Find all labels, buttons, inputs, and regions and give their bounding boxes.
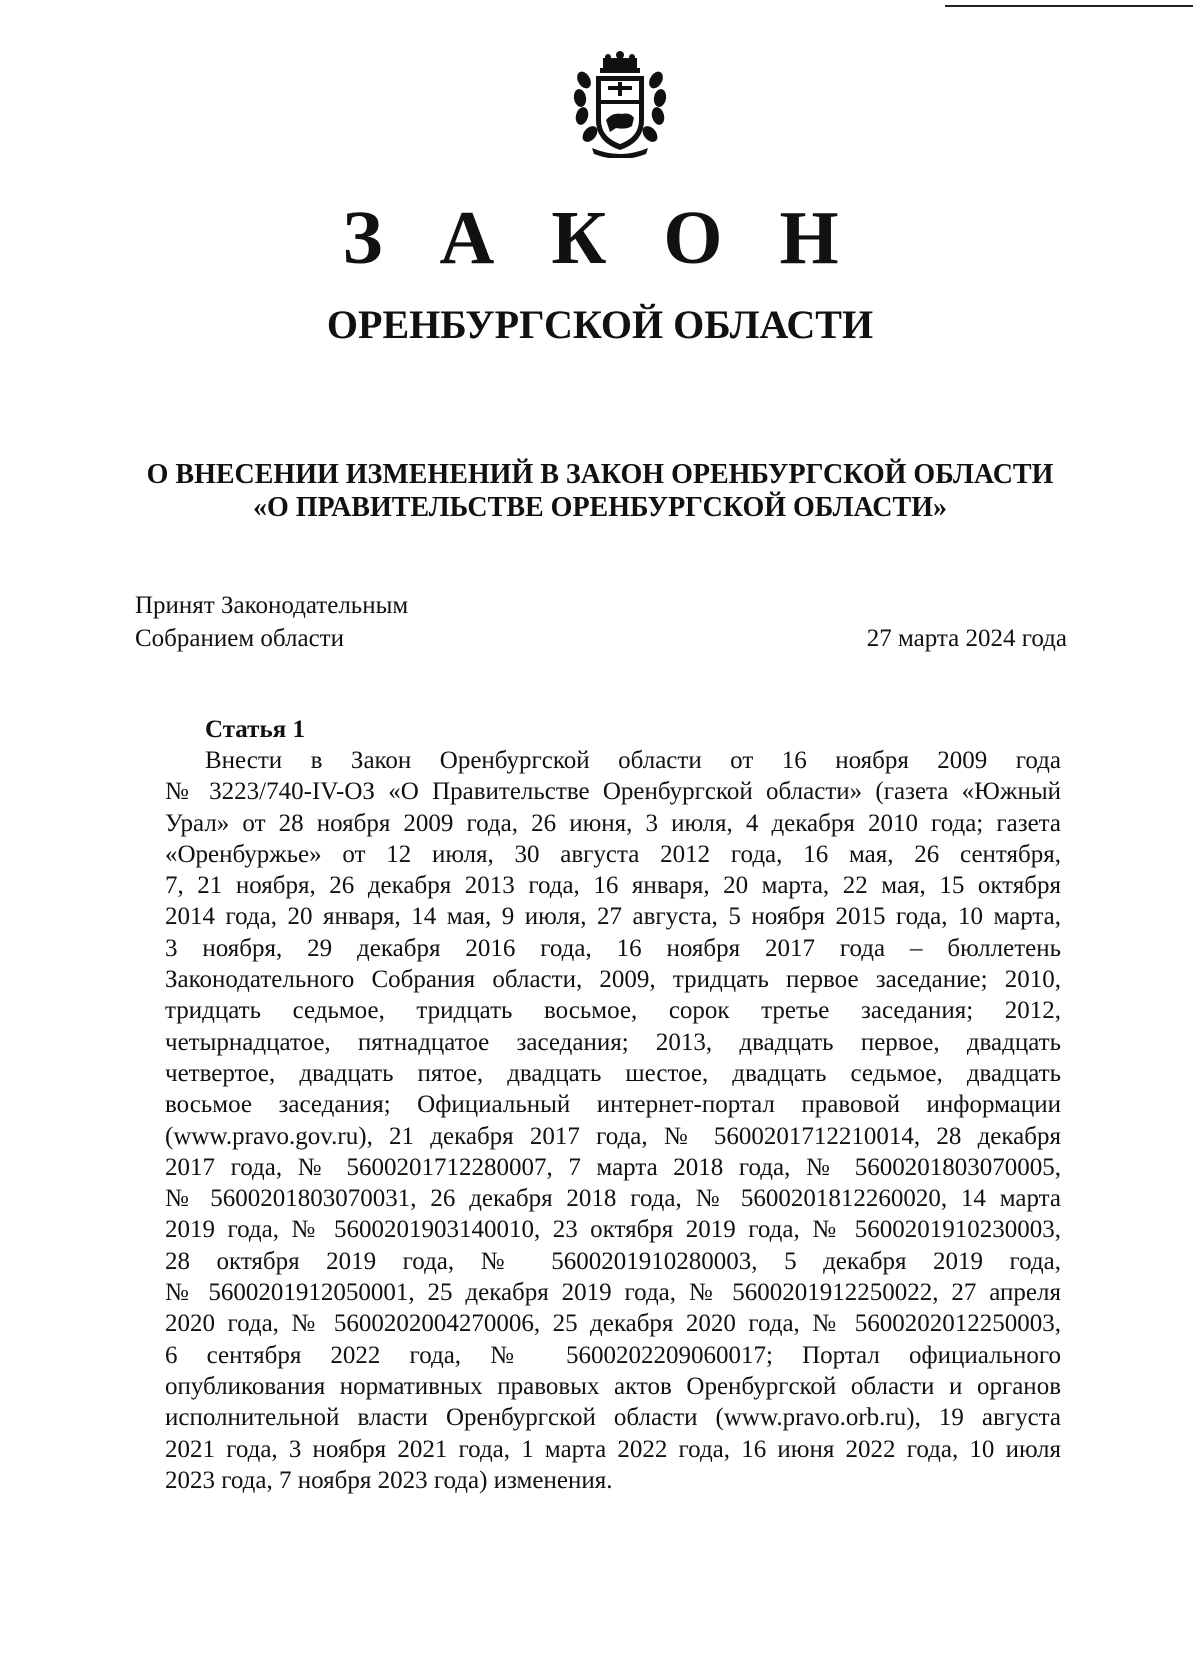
top-rule-divider [945,5,1193,7]
article-line: 7, 21 ноября, 26 декабря 2013 года, 16 января, 20 марта, 22 мая, 15 октября [165,872,1061,900]
article-line: 2020 года, № 5600202004270006, 25 декабря 2020 года, № 5600202012250003, [165,1310,1061,1338]
orenburg-coat-of-arms-icon [570,50,670,158]
adopted-date: 27 марта 2024 года [866,625,1067,652]
article-line: 2021 года, 3 ноября 2021 года, 1 марта 2022 года, 16 июня 2022 года, 10 июля [165,1435,1061,1463]
region-title: ОРЕНБУРГСКОЙ ОБЛАСТИ [326,302,874,347]
article-line: четвертое, двадцать пятое, двадцать шестое, двадцать седьмое, двадцать [165,1059,1061,1087]
subject-line: «О ПРАВИТЕЛЬСТВЕ ОРЕНБУРГСКОЙ ОБЛАСТИ» [253,492,947,523]
article-line: № 5600201912050001, 25 декабря 2019 года, № 5600201912250022, 27 апреля [165,1279,1061,1307]
article-line: опубликования нормативных правовых актов Оренбургской области и органов [165,1372,1061,1400]
article-line: «Оренбуржье» от 12 июля, 30 августа 2012 года, 16 мая, 26 сентября, [165,840,1061,868]
article-line: 2017 года, № 5600201712280007, 7 марта 2018 года, № 5600201803070005, [165,1153,1061,1181]
article-line: тридцать седьмое, тридцать восьмое, сорок третье заседания; 2012, [165,997,1061,1025]
article-line: 2014 года, 20 января, 14 мая, 9 июля, 27 августа, 5 ноября 2015 года, 10 марта, [165,903,1061,931]
adopted-by-line: Собранием области [135,625,344,652]
article-heading: Статья 1 [205,716,305,743]
article-line: 6 сентября 2022 года, № 5600202209060017; Портал официального [165,1341,1061,1369]
article-body [165,745,1061,1496]
adopted-by-block [135,589,408,655]
article-line: Внести в Закон Оренбургской области от 16 ноября 2009 года [205,747,1061,774]
subject-line: О ВНЕСЕНИИ ИЗМЕНЕНИЙ В ЗАКОН ОРЕНБУРГСКОЙ ОБЛАСТИ [146,459,1054,490]
article-line: 3 ноября, 29 декабря 2016 года, 16 ноября 2017 года – бюллетень [165,934,1061,962]
article-line: № 5600201803070031, 26 декабря 2018 года, № 5600201812260020, 14 марта [165,1185,1061,1213]
law-title: З А К О Н [342,196,858,280]
article-line: четырнадцатое, пятнадцатое заседания; 2013, двадцать первое, двадцать [165,1028,1061,1056]
law-subject-heading [100,458,1100,524]
article-line: 28 октября 2019 года, № 5600201910280003, 5 декабря 2019 года, [165,1247,1061,1275]
article-line: 2023 года, 7 ноября 2023 года) изменения. [165,1466,613,1494]
article-line: № 3223/740-IV-ОЗ «О Правительстве Оренбургской области» (газета «Южный [165,778,1061,806]
article-line: 2019 года, № 5600201903140010, 23 октября 2019 года, № 5600201910230003, [165,1216,1061,1244]
article-line: восьмое заседания; Официальный интернет-портал правовой информации [165,1091,1061,1119]
article-line: Законодательного Собрания области, 2009, тридцать первое заседание; 2010, [165,966,1061,994]
article-line: Урал» от 28 ноября 2009 года, 26 июня, 3 июля, 4 декабря 2010 года; газета [165,809,1061,837]
adopted-by-line: Принят Законодательным [135,592,409,619]
article-line: исполнительной власти Оренбургской области (www.pravo.orb.ru), 19 августа [165,1404,1061,1432]
article-line: (www.pravo.gov.ru), 21 декабря 2017 года, № 5600201712210014, 28 декабря [165,1122,1061,1150]
